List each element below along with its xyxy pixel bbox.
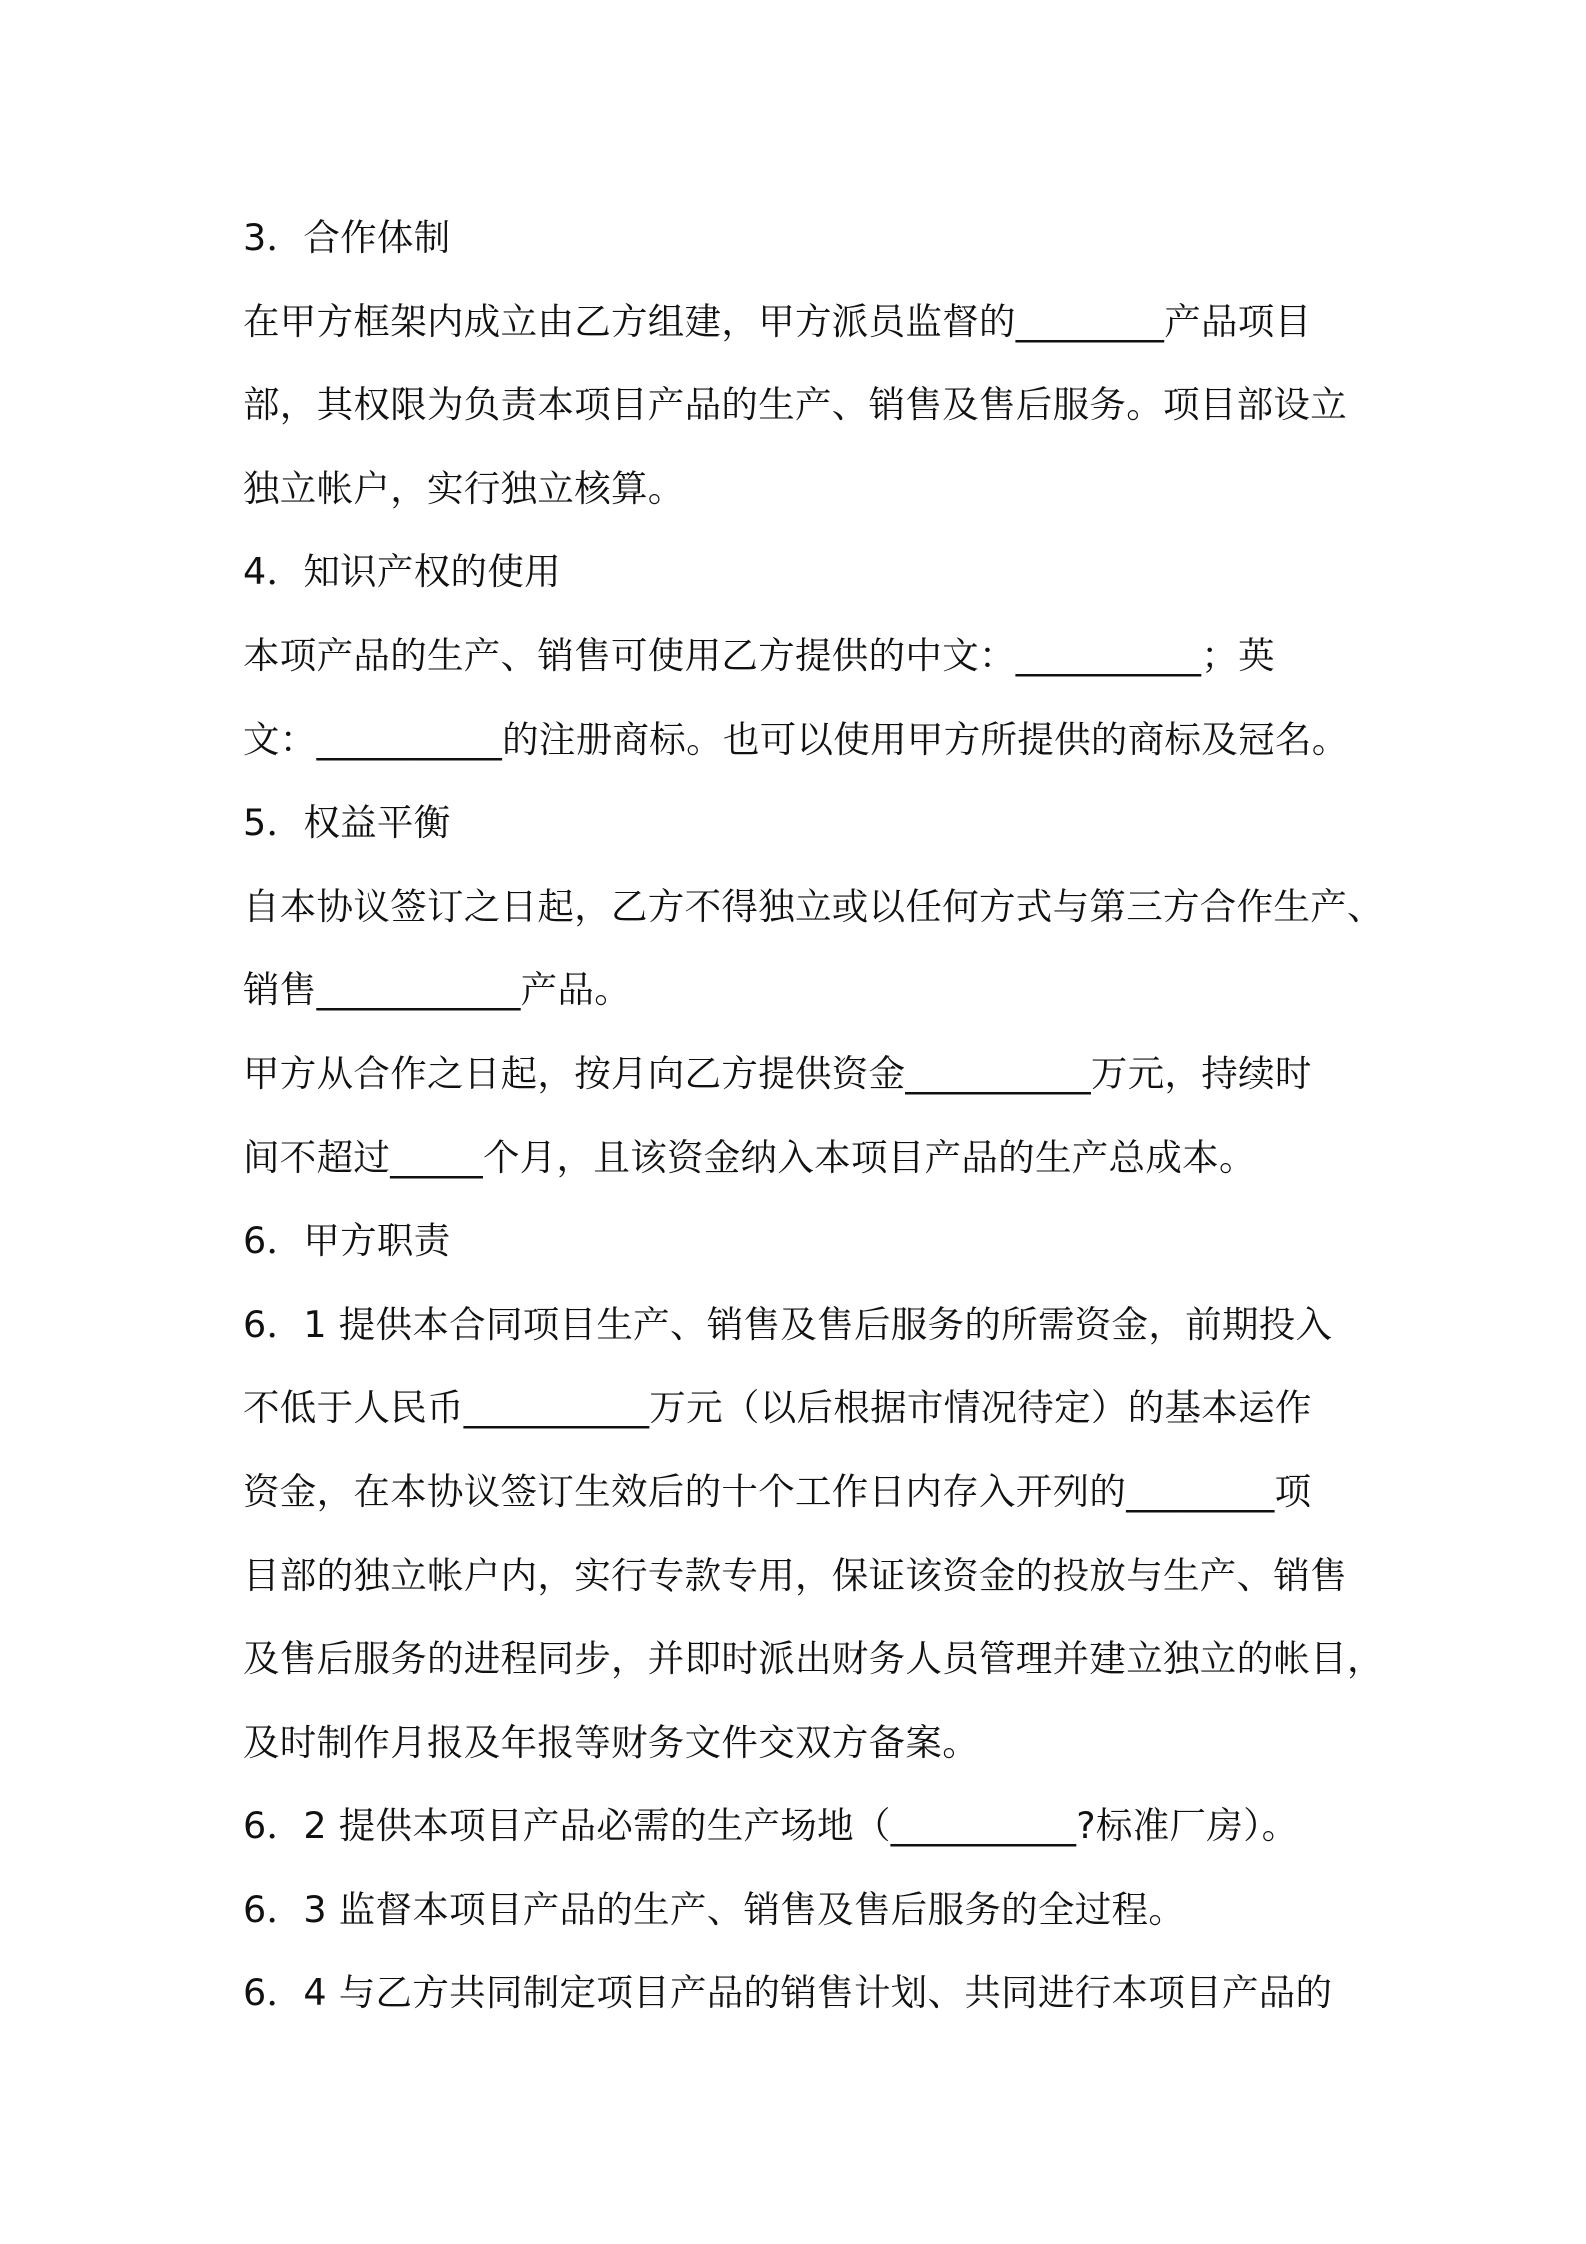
paragraph-line: 销售___________产品。 xyxy=(243,968,632,1012)
clause-6-3-line: 6．3 监督本项目产品的生产、销售及售后服务的全过程。 xyxy=(243,1887,1186,1931)
paragraph-line: 在甲方框架内成立由乙方组建，甲方派员监督的________产品项目 xyxy=(243,299,1312,343)
paragraph-line: 间不超过_____个月，且该资金纳入本项目产品的生产总成本。 xyxy=(243,1135,1256,1179)
clause-6-4-line: 6．4 与乙方共同制定项目产品的销售计划、共同进行本项目产品的 xyxy=(243,1971,1333,2015)
paragraph-line: 甲方从合作之日起，按月向乙方提供资金__________万元，持续时 xyxy=(243,1051,1312,1095)
clause-6-1-line: 资金，在本协议签订生效后的十个工作日内存入开列的________项 xyxy=(243,1469,1312,1513)
section-heading-4: 4．知识产权的使用 xyxy=(243,550,561,594)
section-heading-5: 5．权益平衡 xyxy=(243,801,451,845)
clause-6-1-line: 及时制作月报及年报等财务文件交双方备案。 xyxy=(243,1720,979,1764)
section-heading-3: 3．合作体制 xyxy=(243,216,451,259)
clause-6-1-line: 6．1 提供本合同项目生产、销售及售后服务的所需资金，前期投入 xyxy=(243,1302,1333,1346)
document-body xyxy=(243,196,1384,2035)
paragraph-line: 文：__________的注册商标。也可以使用甲方所提供的商标及冠名。 xyxy=(243,717,1349,761)
paragraph-line: 本项产品的生产、销售可使用乙方提供的中文：__________；英 xyxy=(243,633,1275,677)
clause-6-1-line: 及售后服务的进程同步，并即时派出财务人员管理并建立独立的帐目， xyxy=(243,1637,1384,1681)
paragraph-line: 部，其权限为负责本项目产品的生产、销售及售后服务。项目部设立 xyxy=(243,383,1347,427)
clause-6-1-line: 不低于人民币__________万元（以后根据市情况待定）的基本运作 xyxy=(243,1386,1312,1430)
section-heading-6: 6．甲方职责 xyxy=(243,1219,451,1263)
clause-6-2-line: 6．2 提供本项目产品必需的生产场地（__________?标准厂房）。 xyxy=(243,1804,1299,1848)
clause-6-1-line: 目部的独立帐户内，实行专款专用，保证该资金的投放与生产、销售 xyxy=(243,1553,1347,1597)
paragraph-line: 独立帐户，实行独立核算。 xyxy=(243,466,685,510)
paragraph-line: 自本协议签订之日起，乙方不得独立或以任何方式与第三方合作生产、 xyxy=(243,884,1384,928)
